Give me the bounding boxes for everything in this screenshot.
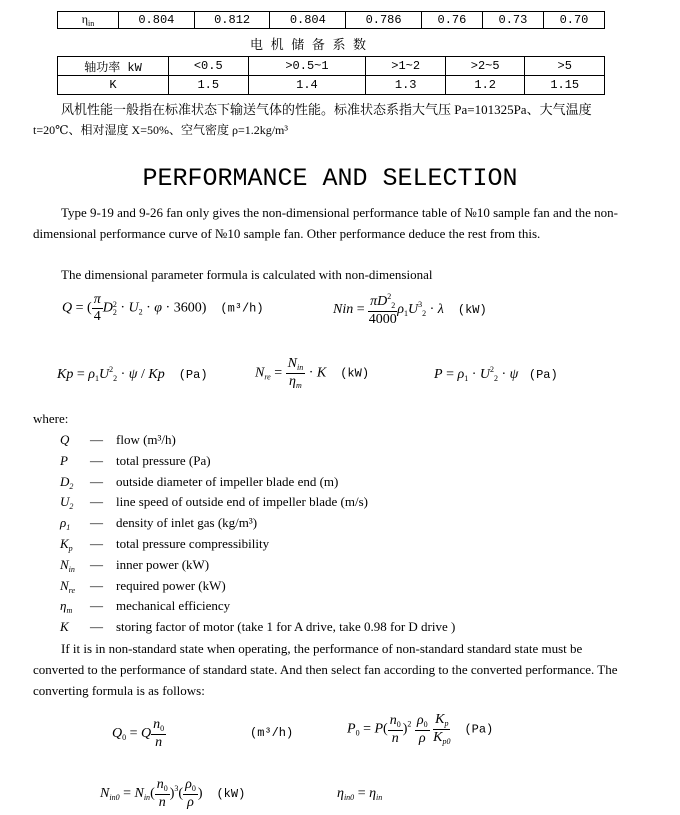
formula-nin: Nin = $\frac{\pi D^2_2}{4000}$ $\rho_1U^3_2 \cdot \lambda$ (kW) <box>333 292 487 327</box>
p-unit: (Pa) <box>528 368 558 382</box>
definition-symbol: K <box>60 619 69 635</box>
formula-q0: $Q_0 = Q$ $\frac{n_0}{n}$ <box>112 717 165 750</box>
efficiency-symbol: η <box>81 12 89 26</box>
motor-header-cell: 轴功率 kW <box>58 57 169 76</box>
definition-dash: — <box>90 432 103 447</box>
definition-symbol: $N_{re}$ <box>60 577 76 595</box>
motor-header-cell: >5 <box>525 57 605 76</box>
motor-header-cell: >0.5~1 <box>248 57 366 76</box>
chinese-note-line2: t=20℃、相对湿度 X=50%、空气密度 ρ=1.2kg/m³ <box>33 123 288 137</box>
chinese-note-line1: 风机性能一般指在标准状态下输送气体的性能。标准状态系指大气压 Pa=101325Pa、大气温度 <box>61 102 592 117</box>
efficiency-cell: 0.76 <box>421 12 482 29</box>
motor-row-cell: 1.15 <box>525 76 605 95</box>
motor-factor-table <box>57 56 605 95</box>
formula-nre: $N_{re}$ = $\frac{N_{in}}{\eta_m}$ · K (kW) <box>255 356 370 390</box>
formula-nin0: $N_{in0} = N_{in}$( $\frac{n_0}{n}$ )$^3$( $\frac{\rho_0}{\rho}$ ) (kW) <box>100 777 246 810</box>
formula-intro: The dimensional parameter formula is calculated with non-dimensional <box>61 267 433 282</box>
definition-text: inner power (kW) <box>116 556 210 572</box>
formula-eta0: $\eta_{in0} = \eta_{in}$ <box>337 786 383 802</box>
definition-dash: — <box>90 494 103 510</box>
kp-unit: (Pa) <box>178 368 208 382</box>
efficiency-cell: 0.786 <box>346 12 422 29</box>
formula-q: Q = ( $\frac{\pi}{4}$ D 2 2 · $U_2 \cdot \varphi \cdot 3600$) (m³/h) <box>62 292 264 324</box>
definition-dash: — <box>90 536 103 551</box>
formula-p0: $P_0 = P$( $\frac{n_0}{n}$ )$^2$ $\frac{\rho_0}{\rho}$ $\frac{K_p}{K_{p0}}$ (Pa) <box>347 712 494 746</box>
efficiency-cell: 0.804 <box>270 12 346 29</box>
definition-dash: — <box>90 515 103 531</box>
efficiency-cell: 0.804 <box>119 12 195 29</box>
definition-text: density of inlet gas (kg/m³) <box>116 515 258 531</box>
nin0-unit: (kW) <box>216 787 246 802</box>
motor-table-title: 电 机 储 备 系 数 <box>250 37 369 52</box>
definition-symbol: P <box>60 452 68 468</box>
formula-p: $P = \rho_1 \cdot U^2_2 \cdot \psi$ (Pa) <box>434 365 558 383</box>
efficiency-label-cell <box>58 12 119 29</box>
definition-dash: — <box>90 452 103 468</box>
motor-row-cell: 1.5 <box>169 76 249 95</box>
nin-unit: (kW) <box>457 303 487 318</box>
definition-dash: — <box>90 473 103 489</box>
efficiency-symbol-sub: in <box>88 19 95 28</box>
definition-symbol: $U_2$ <box>60 494 74 512</box>
definition-text: total pressure compressibility <box>116 536 270 551</box>
definition-symbol: $K_p$ <box>60 536 73 553</box>
definition-symbol: $D_2$ <box>60 473 74 491</box>
definition-text: total pressure (Pa) <box>116 452 211 468</box>
formula-kp: $Kp = \rho_1U^2_2 \cdot \psi / Kp$ (Pa) <box>57 365 208 383</box>
definition-text: mechanical efficiency <box>116 598 231 614</box>
efficiency-cell: 0.812 <box>194 12 270 29</box>
definition-text: outside diameter of impeller blade end (m) <box>116 473 339 489</box>
efficiency-table <box>57 11 605 29</box>
intro-paragraph: Type 9-19 and 9-26 fan only gives the non-dimensional performance table of №10 sample fan and the non-dimensional performance curve of №10 sample fan. Other performance deduce the rest from this. <box>33 205 618 241</box>
definition-symbol: $\rho_1$ <box>60 515 71 533</box>
motor-header-cell: >1~2 <box>366 57 446 76</box>
where-label: where: <box>33 411 69 426</box>
definition-text: required power (kW) <box>116 577 226 593</box>
definition-dash: — <box>90 598 103 614</box>
closing-paragraph: If it is in non-standard state when operating, the performance of non-standard standard state must be converted to the performance of standard state. And then select fan according to the converted performance. The converting formula is as follows: <box>33 641 618 698</box>
definition-dash: — <box>90 619 103 635</box>
motor-header-cell: >2~5 <box>445 57 525 76</box>
definition-dash: — <box>90 577 103 593</box>
definition-symbol: $\eta_m$ <box>60 598 73 616</box>
motor-row-cell: 1.2 <box>445 76 525 95</box>
efficiency-cell: 0.70 <box>543 12 604 29</box>
efficiency-cell: 0.73 <box>482 12 543 29</box>
q-unit: (m³/h) <box>220 301 264 316</box>
definition-symbol: Q <box>60 432 70 447</box>
motor-row-cell: 1.4 <box>248 76 366 95</box>
definition-text: storing factor of motor (take 1 for A drive, take 0.98 for D drive ) <box>116 619 456 635</box>
section-title: PERFORMANCE AND SELECTION <box>142 164 518 193</box>
definition-text: flow (m³/h) <box>116 432 176 447</box>
definition-text: line speed of outside end of impeller blade (m/s) <box>116 494 368 510</box>
motor-header-cell: <0.5 <box>169 57 249 76</box>
q0-unit: (m³/h) <box>250 726 294 740</box>
motor-row-cell: 1.3 <box>366 76 446 95</box>
definition-symbol: $N_{in}$ <box>60 556 75 574</box>
motor-row-cell: K <box>58 76 169 95</box>
definition-dash: — <box>90 556 103 572</box>
nre-unit: (kW) <box>340 366 370 381</box>
p0-unit: (Pa) <box>464 722 494 737</box>
